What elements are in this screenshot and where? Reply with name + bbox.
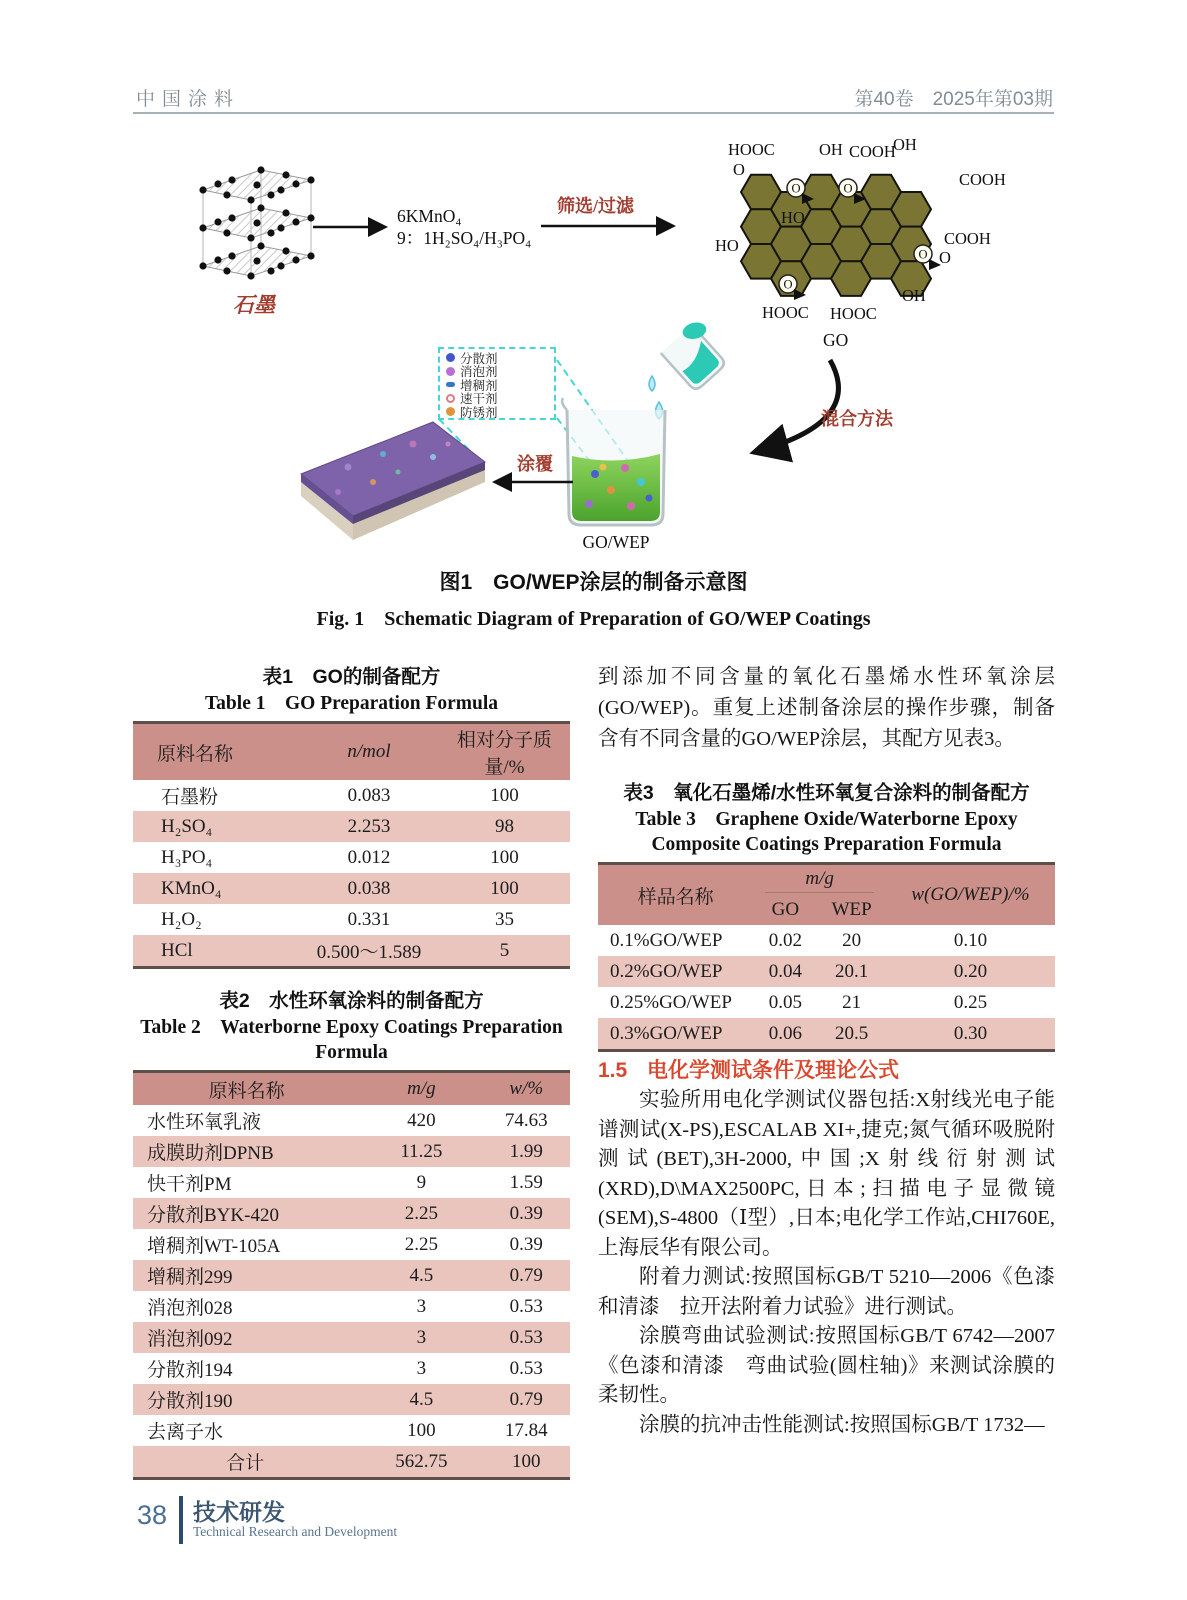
go-flake <box>741 175 931 296</box>
table-cell: 17.84 <box>504 1419 548 1441</box>
table-row <box>133 1291 570 1322</box>
legend-label: 分散剂 <box>460 351 498 366</box>
figure-caption-zh: 图1 GO/WEP涂层的制备示意图 <box>439 571 748 594</box>
table1-header-mol: n/mol <box>299 723 439 781</box>
table-row <box>598 987 1055 1018</box>
table-cell: 3 <box>416 1295 427 1317</box>
table-cell: 0.25 <box>953 991 988 1013</box>
table-cell: 消泡剂092 <box>133 1322 360 1353</box>
table-row <box>133 1136 570 1167</box>
paragraph: 实验所用电化学测试仪器包括:X射线光电子能谱测试(X-PS),ESCALAB XI+,捷克;氮气循环吸脱附测试(BET),3H-2000,中国;X射线衍射测试(XRD),D\MAX2500PC,日本;扫描电子显微镜(SEM),S-4800（Ⅰ型）,日本;电化学工作站,CHI760E,上海辰华有限公司。 <box>598 1089 1055 1259</box>
table-cell: 0.53 <box>509 1295 543 1317</box>
table-cell: 0.79 <box>483 1384 570 1415</box>
coating-label: 涂覆 <box>517 454 553 474</box>
go-label-hooc-3: HOOC <box>830 304 877 323</box>
table-cell: 0.500～1.589 <box>299 935 439 968</box>
table-cell: 20.5 <box>817 1018 886 1051</box>
table2-title-zh: 表2 水性环氧涂料的制备配方 <box>219 990 484 1012</box>
epoxide-o-label: O <box>783 277 793 292</box>
table-cell: 100 <box>490 846 519 868</box>
table-cell: 9 <box>416 1171 427 1193</box>
table-row <box>133 1322 570 1353</box>
table-cell: 20 <box>842 929 862 951</box>
table3-title-zh: 表3 氧化石墨烯/水性环氧复合涂料的制备配方 <box>623 782 1030 804</box>
table1-title-en: Table 1 GO Preparation Formula <box>204 693 499 714</box>
table-cell: 420 <box>407 1109 436 1131</box>
table3-header-row-1 <box>598 864 1055 896</box>
table-row <box>598 956 1055 987</box>
table-row <box>133 1384 570 1415</box>
go-label-o-2: O <box>939 248 951 267</box>
table2-header-pct: w/% <box>483 1072 570 1106</box>
go-label-hooc-1: HOOC <box>728 140 775 159</box>
go-hexagon <box>891 192 931 227</box>
table-cell: 增稠剂299 <box>133 1260 360 1291</box>
page-number: 38 <box>137 1500 168 1530</box>
intro-paragraph <box>598 662 1055 755</box>
table-cell: 100 <box>490 784 519 806</box>
table-cell: 20.1 <box>817 956 886 987</box>
go-label-o-1: O <box>733 160 745 179</box>
table-cell: 2.25 <box>360 1198 482 1229</box>
table-cell: 0.20 <box>886 956 1055 987</box>
table3-title-en: Table 3 Graphene Oxide/Waterborne Epoxy Composite Coatings Preparation Formula <box>635 809 1018 855</box>
footer-bar <box>179 1496 183 1544</box>
section-body <box>598 1086 1055 1440</box>
table-cell: 0.30 <box>886 1018 1055 1051</box>
table-cell: 分散剂190 <box>133 1384 360 1415</box>
table-cell: 成膜助剂DPNB <box>133 1136 360 1167</box>
table-cell: 0.1%GO/WEP <box>610 929 723 951</box>
legend-label: 消泡剂 <box>460 365 498 380</box>
table-cell: 合计 <box>133 1446 360 1479</box>
table-cell: 快干剂PM <box>147 1174 232 1195</box>
table2-header-material: 原料名称 <box>133 1072 360 1106</box>
legend-label: 速干剂 <box>460 392 498 407</box>
table-cell: 100 <box>439 873 570 904</box>
mixing-label: 混合方法 <box>821 409 893 429</box>
dispersant-icon <box>446 353 455 362</box>
table-cell: 0.3%GO/WEP <box>598 1018 753 1051</box>
paragraph: 到添加不同含量的氧化石墨烯水性环氧涂层(GO/WEP)。重复上述制备涂层的操作步骤，制备含有不同含量的GO/WEP涂层，其配方见表3。 <box>598 666 1055 750</box>
figure-caption-en: Fig. 1 Schematic Diagram of Preparation of GO/WEP Coatings <box>316 608 871 630</box>
table-cell: 0.05 <box>768 991 802 1013</box>
table-cell: 分散剂194 <box>147 1360 233 1381</box>
table2-header-row <box>133 1072 570 1106</box>
legend-label: 防锈剂 <box>460 405 498 420</box>
table3-block <box>598 780 1055 1052</box>
table-cell: 3 <box>416 1357 427 1379</box>
table-row <box>133 904 570 935</box>
table-cell: KMnO₄ <box>133 873 299 904</box>
table-cell: 3 <box>360 1322 482 1353</box>
table-cell: 0.012 <box>347 846 391 868</box>
section-title: 电化学测试条件及理论公式 <box>647 1059 900 1082</box>
table2-title-en: Table 2 Waterborne Epoxy Coatings Preparation Formula <box>140 1017 563 1063</box>
table-row <box>133 1105 570 1136</box>
table-row <box>133 873 570 904</box>
table-row <box>133 780 570 811</box>
table-cell: 0.10 <box>953 929 988 951</box>
table-row <box>133 842 570 873</box>
table-cell: 增稠剂WT-105A <box>147 1236 281 1257</box>
section-number: 1.5 <box>598 1059 628 1082</box>
reagent-line2: 9：1H₂SO₄/H₃PO₄ <box>397 228 532 248</box>
reagent-line1: 6KMnO₄ <box>397 206 462 226</box>
table-cell: 35 <box>494 908 514 930</box>
table2-header-mass: m/g <box>360 1072 482 1106</box>
table-cell: 21 <box>842 991 862 1013</box>
table-cell: 0.2%GO/WEP <box>598 956 753 987</box>
header-rule <box>133 112 1054 114</box>
go-label-oh-3: OH <box>902 286 926 305</box>
table-cell: 0.083 <box>347 784 391 806</box>
table-cell: 0.39 <box>509 1233 543 1255</box>
table-cell: 5 <box>439 935 570 968</box>
journal-name: 中国涂料 <box>136 89 241 110</box>
table-cell: 74.63 <box>504 1109 548 1131</box>
table-row <box>133 1353 570 1384</box>
coated-panel <box>301 422 485 540</box>
table-row <box>133 1260 570 1291</box>
table-cell: 100 <box>407 1419 436 1441</box>
table-cell: 0.25%GO/WEP <box>610 991 732 1013</box>
thickener-icon <box>446 382 455 387</box>
graphite-label: 石墨 <box>233 293 275 317</box>
table-row <box>598 925 1055 956</box>
table-row <box>133 1229 570 1260</box>
table-cell: 0.038 <box>299 873 439 904</box>
table1-header-mass: 相对分子质量/% <box>439 723 570 781</box>
go-structure-label: GO <box>823 330 849 350</box>
figure-caption <box>0 566 1187 631</box>
table-cell: 11.25 <box>360 1136 482 1167</box>
table-cell: 4.5 <box>360 1260 482 1291</box>
table-cell: H₂SO₄ <box>133 811 299 842</box>
table1 <box>133 721 570 969</box>
go-label-hooc-2: HOOC <box>762 303 809 322</box>
paragraph: 涂膜的抗冲击性能测试:按照国标GB/T 1732— <box>639 1413 1045 1436</box>
table3-header-wep: WEP <box>817 895 886 925</box>
main-beaker <box>562 398 665 525</box>
table-cell: 0.53 <box>509 1357 543 1379</box>
table-cell: 石墨粉 <box>161 787 219 808</box>
table-row <box>133 811 570 842</box>
graphite-structure <box>199 166 314 279</box>
green-liquid <box>572 454 660 521</box>
legend-label: 增稠剂 <box>460 378 498 393</box>
table3-header-mg: m/g <box>753 864 886 896</box>
table-cell: 0.79 <box>483 1260 570 1291</box>
table-row <box>133 935 570 968</box>
table2-block <box>133 988 570 1480</box>
table3 <box>598 862 1055 1052</box>
quick-dry-icon <box>446 394 455 403</box>
epoxide-o-label: O <box>918 247 928 262</box>
table-cell: 0.02 <box>768 929 802 951</box>
table-cell: 562.75 <box>360 1446 482 1479</box>
paragraph: 附着力测试:按照国标GB/T 5210—2006《色漆和清漆 拉开法附着力试验》进行测试。 <box>598 1266 1055 1318</box>
table-cell: 98 <box>439 811 570 842</box>
table-row <box>133 1446 570 1479</box>
table1-block <box>133 664 570 969</box>
pouring-beaker <box>656 312 736 392</box>
table-cell: 1.59 <box>509 1171 543 1193</box>
table-cell: 0.04 <box>753 956 817 987</box>
legend-item <box>446 405 554 419</box>
table-cell: 4.5 <box>360 1384 482 1415</box>
table-cell: 1.99 <box>483 1136 570 1167</box>
figure-legend <box>438 347 556 420</box>
go-label-ho-1: HO <box>781 208 805 227</box>
table-row <box>133 1167 570 1198</box>
go-label-ho-2: HO <box>715 236 739 255</box>
table-cell: 0.53 <box>483 1322 570 1353</box>
go-label-oh-1: OH <box>819 140 843 159</box>
figure-1 <box>133 122 1054 556</box>
table-cell: 2.253 <box>299 811 439 842</box>
table-cell: 0.331 <box>347 908 391 930</box>
table-cell: 消泡剂028 <box>147 1298 233 1319</box>
go-label-cooh-3: COOH <box>944 229 991 248</box>
table3-header-w: w(GO/WEP)/% <box>886 864 1055 926</box>
issue-info: 第40卷 2025年第03期 <box>854 89 1053 110</box>
table-cell: H₃PO₄ <box>161 846 213 868</box>
footer-section-zh: 技术研发 <box>193 1499 285 1525</box>
table-cell: 2.25 <box>404 1233 439 1255</box>
table-cell: 去离子水 <box>147 1422 224 1443</box>
table1-header-row <box>133 723 570 781</box>
epoxide-o-label: O <box>791 181 801 196</box>
table3-header-go: GO <box>753 895 817 925</box>
defoamer-icon <box>446 367 455 376</box>
table1-title-zh: 表1 GO的制备配方 <box>262 666 441 688</box>
figure-1-drawing <box>133 122 1054 556</box>
mixing-arrow <box>755 360 838 452</box>
table-row <box>133 1415 570 1446</box>
table-cell: 水性环氧乳液 <box>147 1112 262 1133</box>
antirust-icon <box>446 407 455 416</box>
go-label-cooh-2: COOH <box>959 170 1006 189</box>
table-cell: H₂O₂ <box>161 908 202 930</box>
table-cell: 0.39 <box>483 1198 570 1229</box>
section-heading <box>598 1054 1055 1084</box>
table1-header-material: 原料名称 <box>133 723 299 781</box>
go-label-oh-2: OH <box>893 135 917 154</box>
beaker-label: GO/WEP <box>582 532 650 552</box>
filter-label: 筛选/过滤 <box>557 196 635 216</box>
table-cell: 分散剂BYK-420 <box>133 1198 360 1229</box>
table-cell: 0.06 <box>753 1018 817 1051</box>
table-row <box>133 1198 570 1229</box>
table-cell: HCl <box>133 935 299 968</box>
table-row <box>598 1018 1055 1051</box>
epoxide-o-label: O <box>843 181 853 196</box>
table-cell: 100 <box>483 1446 570 1479</box>
table3-header-sample: 样品名称 <box>598 864 753 926</box>
go-label-cooh-1: COOH <box>849 142 896 161</box>
paragraph: 涂膜弯曲试验测试:按照国标GB/T 6742—2007《色漆和清漆 弯曲试验(圆柱轴)》来测试涂膜的柔韧性。 <box>598 1325 1055 1406</box>
table2 <box>133 1070 570 1480</box>
footer-section-en: Technical Research and Development <box>193 1524 398 1539</box>
